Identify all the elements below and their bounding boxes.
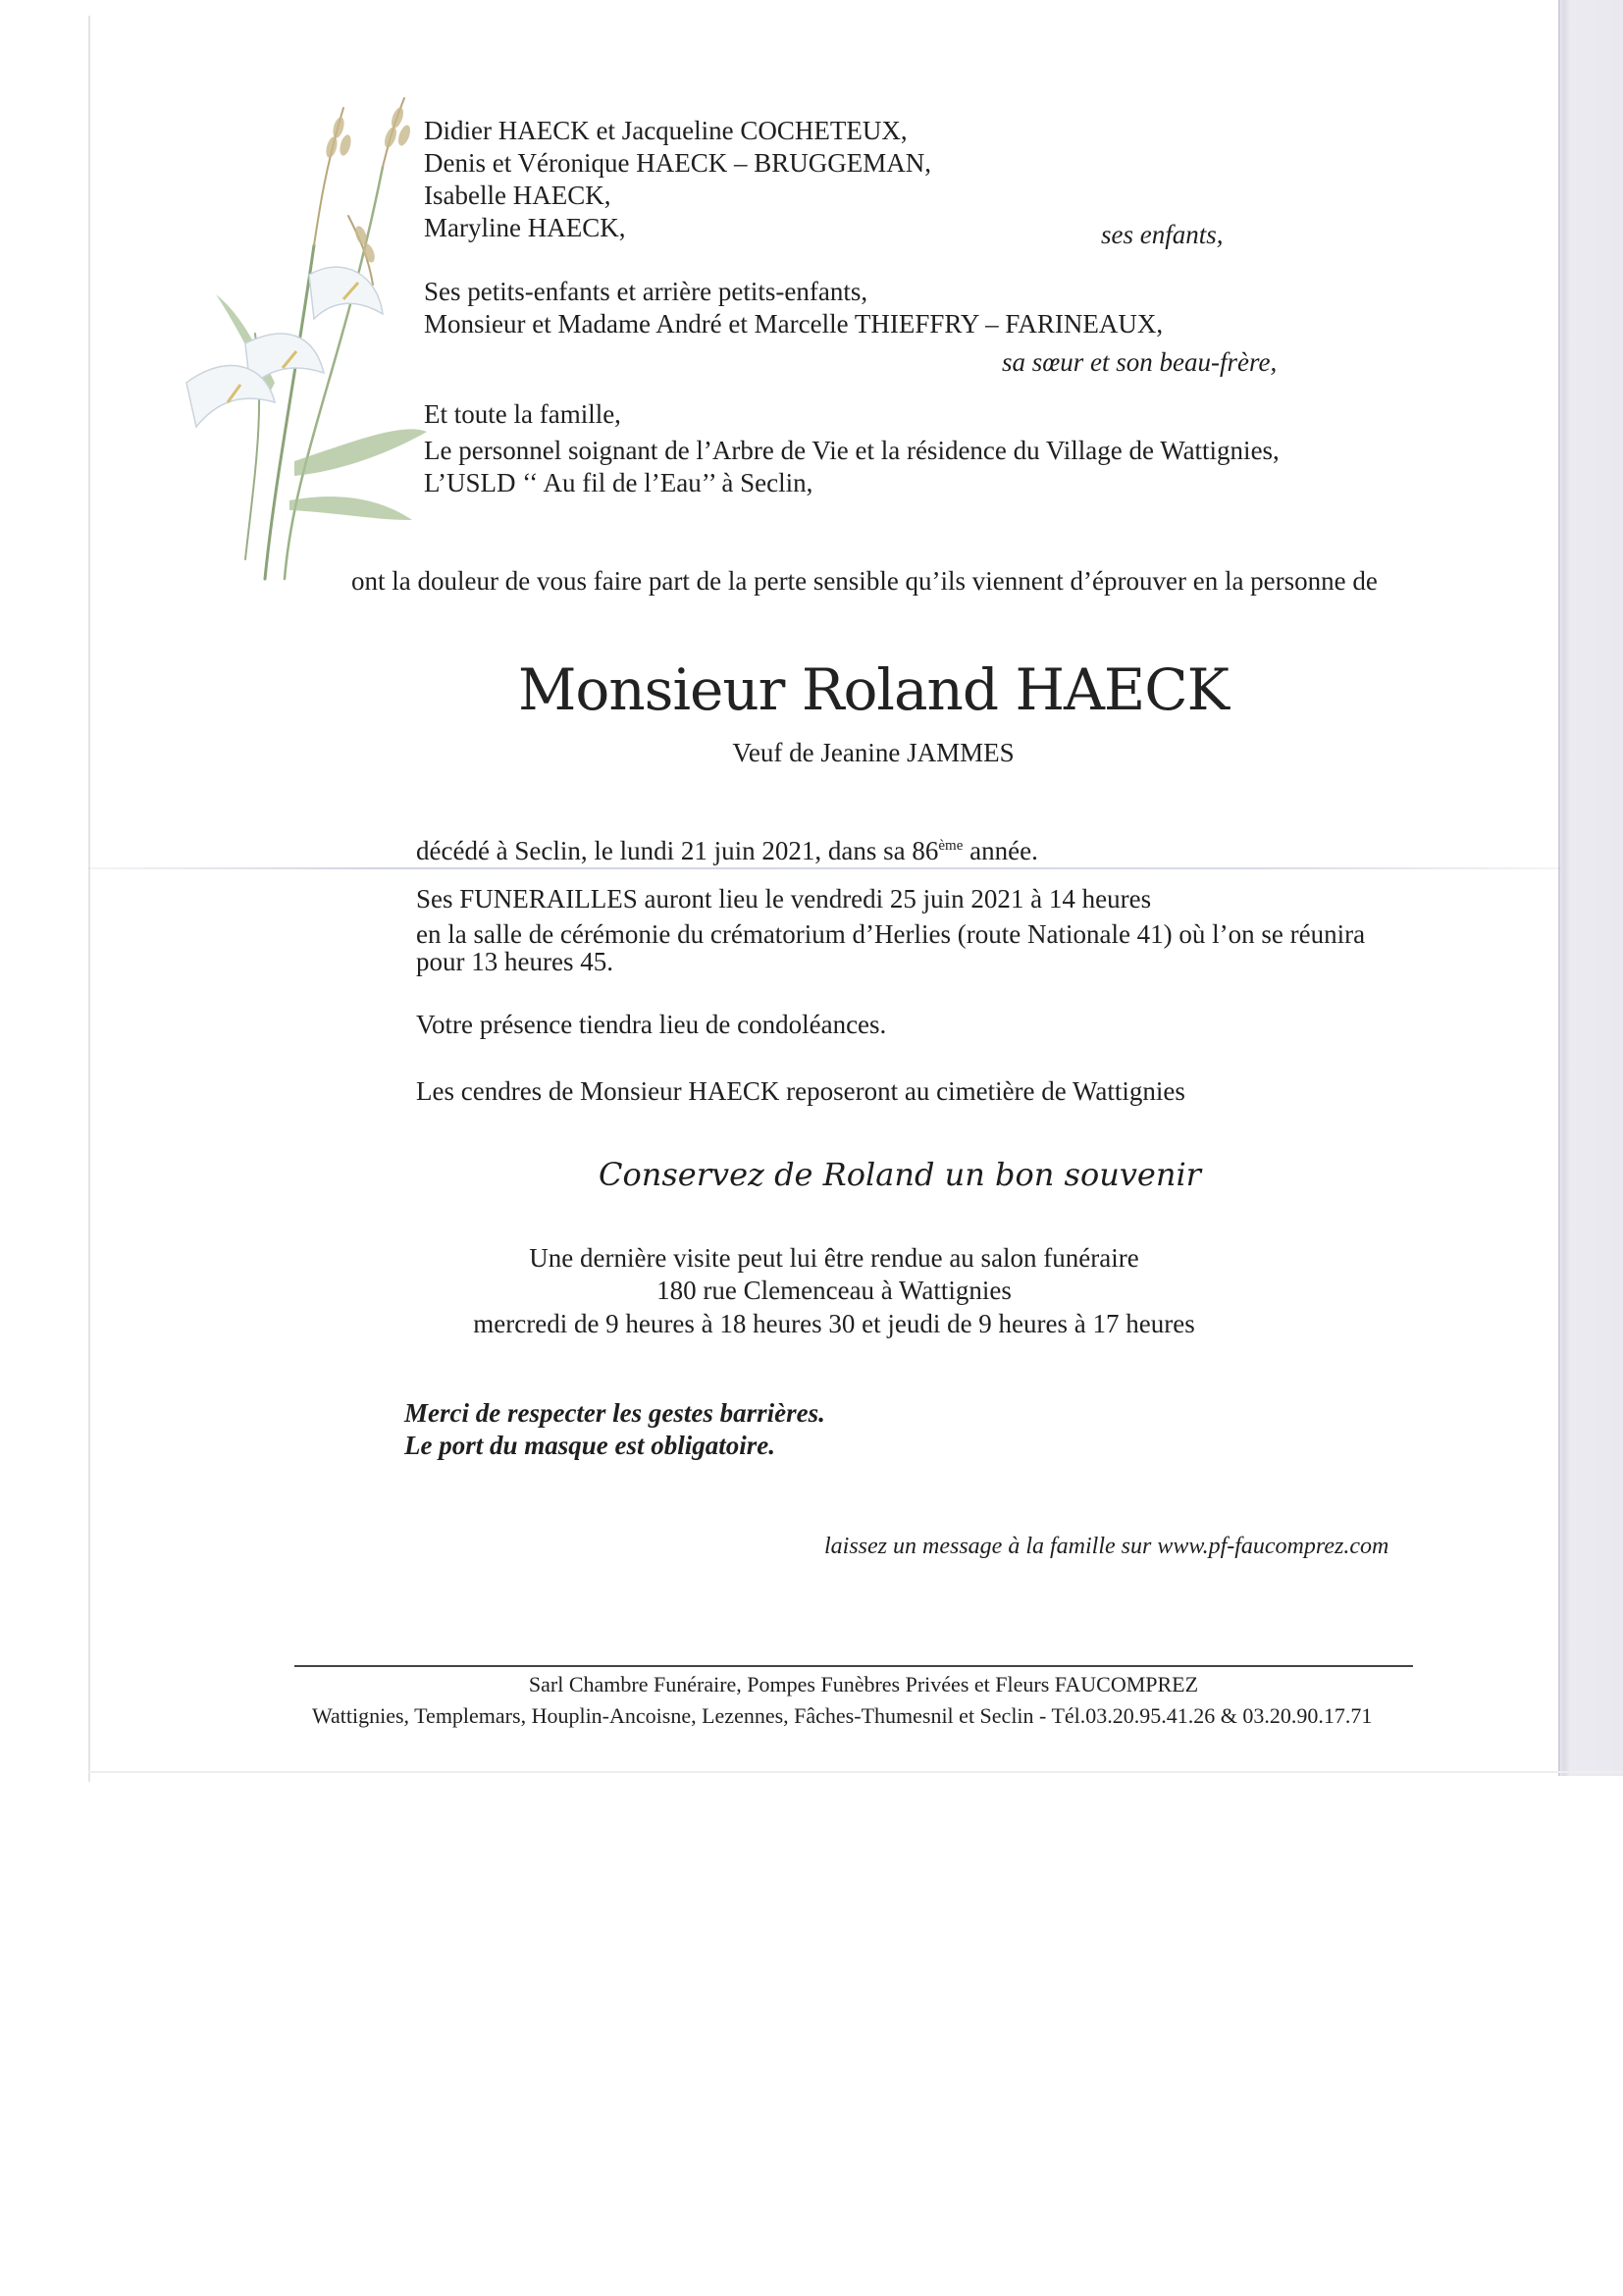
death-line xyxy=(416,836,1038,865)
visit-line-2: 180 rue Clemenceau à Wattignies xyxy=(656,1276,1012,1305)
condolences: Votre présence tiendra lieu de condoléances. xyxy=(416,1010,887,1039)
family-line-5: Ses petits-enfants et arrière petits-enfants, xyxy=(424,277,868,306)
family-line-1: Didier HAECK et Jacqueline COCHETEUX, xyxy=(424,116,908,145)
funeral-line-3: pour 13 heures 45. xyxy=(416,947,613,976)
family-line-6: Monsieur et Madame André et Marcelle THIEFFRY – FARINEAUX, xyxy=(424,309,1164,339)
ashes-text: Les cendres de Monsieur HAECK reposeront au cimetière de Wattignies xyxy=(416,1076,1185,1106)
death-superscript: ème xyxy=(938,838,964,854)
deceased-subtitle: Veuf de Jeanine JAMMES xyxy=(732,738,1015,767)
family-line-8: Le personnel soignant de l’Arbre de Vie et la résidence du Village de Wattignies, xyxy=(424,436,1280,465)
funeral-line-2: en la salle de cérémonie du crématorium d’Herlies (route Nationale 41) où l’on se réunira xyxy=(416,919,1366,949)
footer-line-2: Wattignies, Templemars, Houplin-Ancoisne, Lezennes, Fâches-Thumesnil et Seclin - Tél.03.20.95.41.26 & 03.20.90.17.71 xyxy=(312,1703,1373,1728)
visit-line-3: mercredi de 9 heures à 18 heures 30 et jeudi de 9 heures à 17 heures xyxy=(473,1309,1195,1338)
message-link-text: laissez un message à la famille sur www.pf-faucomprez.com xyxy=(824,1534,1389,1559)
family-line-7: Et toute la famille, xyxy=(424,399,621,429)
family-line-9: L’USLD ‘‘ Au fil de l’Eau’’ à Seclin, xyxy=(424,468,813,497)
family-line-4: Maryline HAECK, xyxy=(424,213,626,242)
announcement: ont la douleur de vous faire part de la perte sensible qu’ils viennent d’éprouver en la personne de xyxy=(351,566,1378,596)
funeral-line-1: Ses FUNERAILLES auront lieu le vendredi 25 juin 2021 à 14 heures xyxy=(416,884,1152,913)
sheet-bottom-edge xyxy=(88,1771,1623,1773)
memory-phrase: Conservez de Roland un bon souvenir xyxy=(599,1156,1201,1193)
lily-illustration xyxy=(147,88,432,599)
death-text-end: année. xyxy=(963,836,1038,865)
page-edge-band xyxy=(1560,0,1623,1776)
death-text: décédé à Seclin, le lundi 21 juin 2021, dans sa 86 xyxy=(416,836,939,865)
deceased-name: Monsieur Roland HAECK xyxy=(518,656,1229,723)
footer-rule xyxy=(294,1665,1413,1667)
footer-line-1: Sarl Chambre Funéraire, Pompes Funèbres Privées et Fleurs FAUCOMPREZ xyxy=(528,1672,1199,1696)
role-children: ses enfants, xyxy=(1101,220,1224,249)
fold-line xyxy=(88,867,1560,869)
visit-line-1: Une dernière visite peut lui être rendue au salon funéraire xyxy=(529,1243,1139,1273)
family-line-3: Isabelle HAECK, xyxy=(424,181,611,210)
health-line-1: Merci de respecter les gestes barrières. xyxy=(404,1398,825,1428)
role-sister: sa sœur et son beau-frère, xyxy=(1002,347,1278,377)
scan-margin-left xyxy=(0,0,88,1776)
health-line-2: Le port du masque est obligatoire. xyxy=(404,1431,775,1460)
family-line-2: Denis et Véronique HAECK – BRUGGEMAN, xyxy=(424,148,931,178)
